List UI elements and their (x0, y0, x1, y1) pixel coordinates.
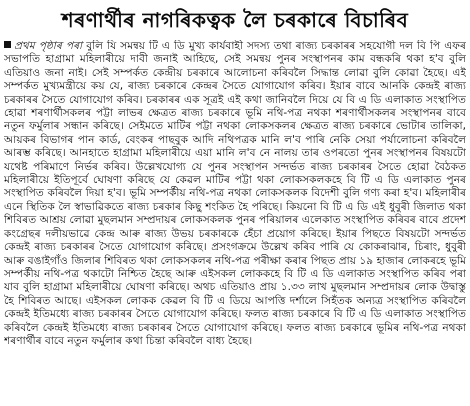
article-body (4, 40, 466, 406)
article-headline: শৰণাৰ্থীৰ নাগৰিকত্বক লৈ চৰকাৰে বিচাৰিব (61, 8, 409, 32)
bullet-square-icon (4, 41, 11, 48)
article-body-text: বুলি যি সমন্বয় টি এ ডি মুখ্য কাৰ্যবাহী সদস্য তথা ৰাজ্য চৰকাৰৰ সহযোগী দল বি পি এফৰ সভাপতি হাগ্ৰামা মহিলাৰীয়ে দাবী জনাই আহিছে, সেই সমন্বয় পুনৰ সংস্থাপনৰ কাম বন্ধকৰি থকা হ'ব বুলি এতিয়াও জনা নাই। সেই সম্পৰ্কত কেন্দ্ৰীয় চৰকাৰে আলোচনা কৰিবলৈ সিদ্ধান্ত লোৱা বুলি কোৱা হৈছে। এই সম্পৰ্কত মুখ্যমন্ত্ৰীয়ে কয় যে, ৰাজ্য চৰকাৰে কেন্দ্ৰৰ সৈতে যোগাযোগ কৰিব। ইয়াৰ বাবে আনকি কেন্দ্ৰই ৰাজ্য চৰকাৰৰ সৈতে যোগাযোগ কৰিব। চৰকাৰৰ এক সূত্ৰই এই কথা জানিবলৈ দিয়ে যে বি এ ডি এলাকাত সংস্থাপিত হোৱা শৰণাৰ্থীসকলৰ পট্টা লাভৰ ক্ষেত্ৰত ৰাজ্য চৰকাৰে ভূমি নথি-পত্ৰ নথকা শৰণাৰ্থীসকলৰ সংস্থাপনৰ বাবে নতুন ফৰ্মুলাৰ সন্ধান কৰিছে। সেইমতে মাটিৰ পট্টা নথকা লোকসকলৰ ক্ষেত্ৰত ৰাজ্য চৰকাৰে ভোটাৰ তালিকা, আয়কৰ বিভাগৰ পান কাৰ্ড, বেংকৰ পাছবুক আদি নথিপত্ৰক মানি ল'ব পাৰি নেকি সেয়া পৰ্যালোচনা কৰিবলৈ আৰম্ভ কৰিছে। আনহাতে হাগ্ৰামা মহিলাৰীয়ে এয়া মানি ল'ব নে নালয় তাৰ ওপৰতো পুনৰ সংস্থাপনৰ বিষয়টো যথেষ্ট পৰিমাণে নিৰ্ভৰ কৰিব। উল্লেখযোগ্য যে পুনৰ সংস্থাপন সন্দৰ্ভত ৰাজ্য চৰকাৰৰ সৈতে হোৱা বৈঠকত মহিলাৰীয়ে ইতিপূৰ্বে ঘোষণা কৰিছে যে কেৱল মাটিৰ পট্টা থকা লোকসকলকহে বি টি এ ডি এলাকাত পুনৰ সংস্থাপিত কৰিবলৈ দিয়া হ'ব। ভূমি সম্পৰ্কীয় নথি-পত্ৰ নথকা লোকসকলক বিদেশী বুলি গণ্য কৰা হ'ব। মহিলাৰীৰ এনে স্থিতিক লৈ স্বাভাৱিকতে ৰাজ্য চৰকাৰ কিছু শংকিত হৈ পৰিছে। কিয়নো বি টি এ ডি এই ধুবুৰী জিলাত থকা শিবিৰত আশ্ৰয় লোৱা মুছলমান সম্প্ৰদায়ৰ লোকসকলক পুনৰ পৰিয়ালৰ এলেকাত সংস্থাপিত কৰিবৰ বাবে প্ৰদেশ কংগ্ৰেছৰ দলীয়ভাৱে কেন্দ্ৰ আৰু ৰাজ্য উভয় চৰকাৰকে হেঁচা প্ৰয়োগ কৰিছে। ইয়াৰ পিছতে বিষয়টো সন্দৰ্ভত কেন্দ্ৰই ৰাজ্য চৰকাৰৰ সৈতে যোগাযোগ কৰিছে। প্ৰসংগক্ৰমে উল্লেখ কৰিব পাৰি যে কোকৰাঝাৰ, চিৰাং, ধুবুৰী আৰু বঙাইগাঁও জিলাৰ শিবিৰত থকা লোকসকলৰ নথি-পত্ৰ পৰীক্ষা কৰাৰ পিছত প্ৰায় ১৯ হাজাৰ লোকৰহে ভূমি সম্পৰ্কীয় নথি-পত্ৰ থকাটো নিশ্চিত হৈছে আৰু এইসকল লোককহে বি টি এ ডি এলাকাত সংস্থাপিত কৰিব পৰা যাব বুলি হাগ্ৰামা মহিলাৰীয়ে ঘোষণা কৰিছে। অথচ এতিয়াও প্ৰায় ১.৩৩ লাখ মুছলমান সম্প্ৰদায়ৰ লোক উদ্বাস্তু হৈ শিবিৰত আছে। এইসকল লোকক কেৱল বি টি এ ডিয়ে আপত্তি দৰ্শালে সিহঁতক অন্যত্ৰ সংস্থাপিত কৰিবলৈ কেন্দ্ৰই ইতিমধ্যে ৰাজ্য চৰকাৰৰ সৈতে যোগাযোগ কৰিছে। ফলত ৰাজ্য চৰকাৰে বি টি এ ডি এলাকাত সংস্থাপিত কৰিবলৈ কেন্দ্ৰই ইতিমধ্যে ৰাজ্য চৰকাৰৰ সৈতে যোগাযোগ কৰিছে। ফলত ৰাজ্য চৰকাৰে ভূমিৰ নথি-পত্ৰ নথকা শৰণাৰ্থীৰ বাবে নতুন ফৰ্মুলাৰ কথা চিন্তা কৰিবলৈ বাধ্য হৈছে। (4, 40, 466, 347)
continued-from-label: প্ৰথম পৃষ্ঠাৰ পৰা (14, 40, 83, 52)
